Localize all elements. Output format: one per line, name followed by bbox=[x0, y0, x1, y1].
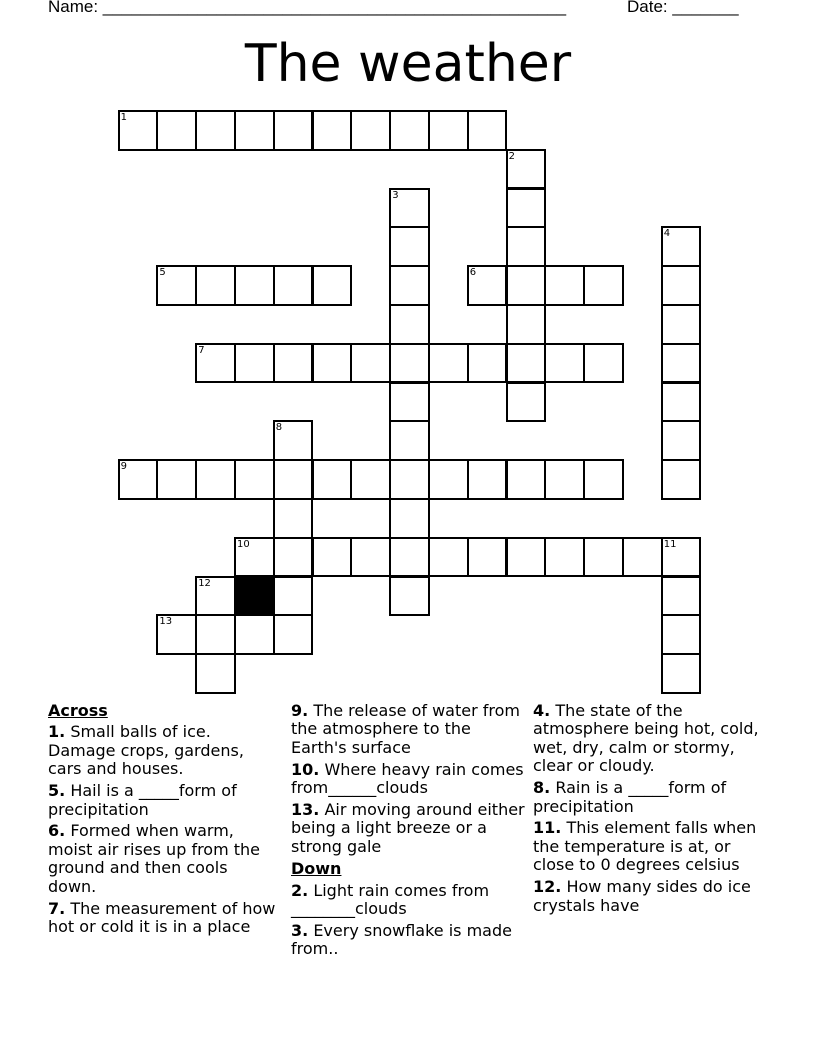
clue-number: 2 bbox=[508, 150, 515, 162]
crossword-cell[interactable] bbox=[506, 265, 547, 306]
crossword-cell[interactable] bbox=[661, 304, 702, 345]
crossword-cell[interactable] bbox=[389, 498, 430, 539]
crossword-cell[interactable] bbox=[661, 576, 702, 617]
down-heading: Down bbox=[291, 859, 342, 879]
clue-number: 6 bbox=[469, 267, 477, 279]
black-square bbox=[234, 576, 275, 617]
crossword-cell[interactable] bbox=[467, 110, 508, 151]
crossword-cell[interactable] bbox=[428, 343, 469, 384]
crossword-cell[interactable] bbox=[389, 226, 430, 267]
crossword-cell[interactable] bbox=[622, 537, 663, 578]
crossword-cell[interactable] bbox=[467, 343, 508, 384]
crossword-cell[interactable] bbox=[389, 537, 430, 578]
crossword-cell[interactable] bbox=[389, 459, 430, 500]
crossword-cell[interactable] bbox=[544, 343, 585, 384]
crossword-cell[interactable] bbox=[506, 188, 547, 229]
crossword-cell[interactable] bbox=[195, 614, 236, 655]
crossword-cell[interactable] bbox=[544, 537, 585, 578]
clue-number: 12 bbox=[198, 577, 211, 589]
crossword-cell[interactable] bbox=[467, 459, 508, 500]
crossword-cell[interactable] bbox=[661, 382, 702, 423]
crossword-cell[interactable] bbox=[583, 459, 624, 500]
crossword-cell[interactable] bbox=[428, 537, 469, 578]
crossword-cell[interactable] bbox=[273, 420, 314, 461]
down-clue: 2. Light rain comes from ________clouds bbox=[291, 880, 490, 919]
clue-number: 1 bbox=[120, 112, 127, 123]
crossword-cell[interactable] bbox=[156, 110, 197, 151]
crossword-cell[interactable] bbox=[350, 110, 391, 151]
crossword-cell[interactable] bbox=[273, 537, 314, 578]
crossword-cell[interactable] bbox=[583, 343, 624, 384]
crossword-cell[interactable] bbox=[234, 614, 275, 655]
crossword-cell[interactable] bbox=[195, 110, 236, 151]
crossword-cell[interactable] bbox=[312, 459, 353, 500]
crossword-cell[interactable] bbox=[583, 265, 624, 306]
crossword-cell[interactable] bbox=[506, 537, 547, 578]
crossword-cell[interactable] bbox=[544, 265, 585, 306]
clue-number: 5 bbox=[159, 267, 166, 279]
clue-column-2 bbox=[291, 702, 529, 962]
crossword-cell[interactable] bbox=[350, 537, 391, 578]
crossword-cell[interactable] bbox=[389, 304, 430, 345]
clue-column-3 bbox=[533, 702, 769, 918]
crossword-cell[interactable] bbox=[661, 226, 702, 267]
crossword-cell[interactable] bbox=[467, 537, 508, 578]
crossword-cell[interactable] bbox=[506, 149, 547, 190]
crossword-cell[interactable] bbox=[273, 459, 314, 500]
crossword-cell[interactable] bbox=[389, 188, 430, 229]
across-clue: 9. The release of water from the atmosphere to the Earth's surface bbox=[291, 701, 520, 757]
crossword-cell[interactable] bbox=[661, 343, 702, 384]
clue-number: 4 bbox=[663, 228, 671, 240]
crossword-cell[interactable] bbox=[312, 265, 353, 306]
crossword-cell[interactable] bbox=[661, 459, 702, 500]
clue-number: 13 bbox=[159, 616, 173, 628]
crossword-cell[interactable] bbox=[195, 653, 236, 694]
crossword-cell[interactable] bbox=[506, 304, 547, 345]
across-heading: Across bbox=[48, 701, 108, 720]
crossword-cell[interactable] bbox=[195, 343, 236, 384]
crossword-cell[interactable] bbox=[273, 343, 314, 384]
crossword-cell[interactable] bbox=[118, 110, 159, 151]
clue-number: 8 bbox=[275, 422, 283, 434]
crossword-cell[interactable] bbox=[156, 459, 197, 500]
clue-number: 3 bbox=[392, 189, 399, 201]
crossword-cell[interactable] bbox=[195, 459, 236, 500]
crossword-cell[interactable] bbox=[661, 614, 702, 655]
crossword-cell[interactable] bbox=[661, 537, 702, 578]
crossword-cell[interactable] bbox=[661, 653, 702, 694]
crossword-cell[interactable] bbox=[273, 110, 314, 151]
crossword-cell[interactable] bbox=[273, 265, 314, 306]
crossword-cell[interactable] bbox=[195, 265, 236, 306]
down-clue: 3. Every snowflake is made from.. bbox=[291, 920, 512, 959]
crossword-cell[interactable] bbox=[118, 459, 159, 500]
across-clue: 13. Air moving around either being a light breeze or a strong gale bbox=[291, 800, 525, 856]
clue-number: 10 bbox=[237, 538, 250, 550]
across-clue: 5. Hail is a _____form of precipitation bbox=[48, 781, 237, 819]
crossword-cell[interactable] bbox=[661, 420, 702, 461]
page-title: The weather bbox=[244, 34, 572, 94]
across-clue: 7. The measurement of how hot or cold it is in a place bbox=[48, 898, 276, 936]
crossword-cell[interactable] bbox=[273, 614, 314, 655]
crossword-cell[interactable] bbox=[506, 382, 547, 423]
crossword-cell[interactable] bbox=[389, 382, 430, 423]
crossword-cell[interactable] bbox=[661, 265, 702, 306]
crossword-cell[interactable] bbox=[389, 420, 430, 461]
crossword-cell[interactable] bbox=[428, 459, 469, 500]
crossword-cell[interactable] bbox=[350, 459, 391, 500]
crossword-cell[interactable] bbox=[195, 576, 236, 617]
crossword-cell[interactable] bbox=[156, 614, 197, 655]
name-line[interactable]: Name: _________________________________________________ bbox=[48, 0, 567, 16]
crossword-cell[interactable] bbox=[389, 343, 430, 384]
crossword-cell[interactable] bbox=[312, 343, 353, 384]
crossword-cell[interactable] bbox=[506, 226, 547, 267]
clue-number: 9 bbox=[120, 461, 127, 473]
crossword-cell[interactable] bbox=[234, 343, 275, 384]
crossword-cell[interactable] bbox=[544, 459, 585, 500]
down-clue: 4. The state of the atmosphere being hot, cold, wet, dry, calm or stormy, clear or cloudy. bbox=[533, 701, 759, 776]
across-clue: 10. Where heavy rain comes from______clouds bbox=[291, 759, 524, 798]
crossword-cell[interactable] bbox=[273, 498, 314, 539]
crossword-cell[interactable] bbox=[234, 459, 275, 500]
crossword-cell[interactable] bbox=[273, 576, 314, 617]
down-clue: 11. This element falls when the temperature is at, or close to 0 degrees celsius bbox=[533, 818, 757, 875]
crossword-cell[interactable] bbox=[156, 265, 197, 306]
clue-number: 11 bbox=[663, 538, 677, 550]
crossword-cell[interactable] bbox=[312, 110, 353, 151]
crossword-cell[interactable] bbox=[234, 265, 275, 306]
clue-number: 7 bbox=[198, 344, 205, 356]
down-clue: 12. How many sides do ice crystals have bbox=[533, 877, 751, 915]
clue-column-1 bbox=[48, 702, 278, 940]
across-clue: 1. Small balls of ice. Damage crops, gardens, cars and houses. bbox=[48, 722, 244, 779]
crossword-cell[interactable] bbox=[234, 110, 275, 151]
across-clue: 6. Formed when warm, moist air rises up from the ground and then cools down. bbox=[48, 821, 261, 896]
crossword-cell[interactable] bbox=[350, 343, 391, 384]
crossword-cell[interactable] bbox=[506, 459, 547, 500]
crossword-cell[interactable] bbox=[583, 537, 624, 578]
crossword-cell[interactable] bbox=[234, 537, 275, 578]
crossword-cell[interactable] bbox=[389, 265, 430, 306]
crossword-cell[interactable] bbox=[312, 537, 353, 578]
crossword-cell[interactable] bbox=[389, 576, 430, 617]
down-clue: 8. Rain is a _____form of precipitation bbox=[533, 778, 727, 816]
crossword-cell[interactable] bbox=[389, 110, 430, 151]
crossword-cell[interactable] bbox=[506, 343, 547, 384]
crossword-cell[interactable] bbox=[428, 110, 469, 151]
crossword-cell[interactable] bbox=[467, 265, 508, 306]
date-line[interactable]: Date: _______ bbox=[627, 0, 739, 16]
